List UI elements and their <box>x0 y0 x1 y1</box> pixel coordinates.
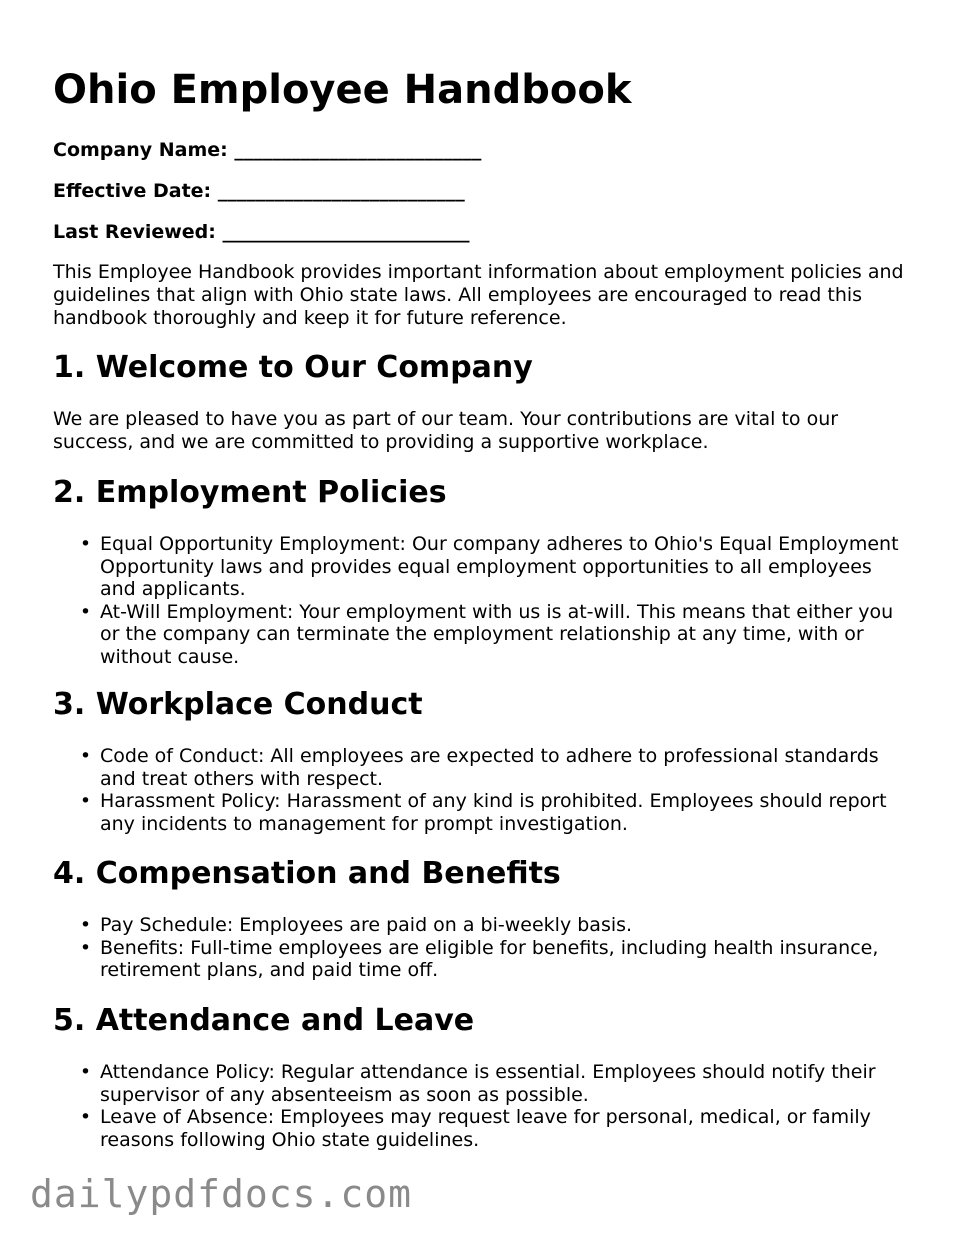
employment-policies-list <box>53 533 913 668</box>
list-item <box>79 790 913 835</box>
section-heading-attendance-leave: 5. Attendance and Leave <box>53 1003 475 1038</box>
list-item-text: Benefits: Full-time employees are eligible for benefits, including health insurance, retirement plans, and paid time off. <box>100 936 879 981</box>
list-item-text: Leave of Absence: Employees may request leave for personal, medical, or family reasons following Ohio state guidelines. <box>100 1106 871 1151</box>
list-item <box>79 1061 913 1106</box>
section-heading-compensation-benefits: 4. Compensation and Benefits <box>53 856 561 891</box>
list-item <box>79 533 913 601</box>
bullet-icon: • <box>79 745 92 767</box>
bullet-icon: • <box>79 1106 92 1128</box>
list-item-text: Equal Opportunity Employment: Our company adheres to Ohio's Equal Employment Opportunity laws and provides equal employment opportunities to all employees and applicants. <box>100 533 899 600</box>
list-item-text: Attendance Policy: Regular attendance is essential. Employees should notify their supervisor of any absenteeism as soon as possible. <box>100 1061 876 1106</box>
bullet-icon: • <box>79 790 92 812</box>
list-item <box>79 936 913 982</box>
watermark: dailypdfdocs.com <box>30 1172 413 1216</box>
list-item <box>79 1106 913 1151</box>
bullet-icon: • <box>79 914 92 936</box>
page-title: Ohio Employee Handbook <box>53 67 632 113</box>
bullet-icon: • <box>79 1061 92 1083</box>
welcome-paragraph: We are pleased to have you as part of our team. Your contributions are vital to our success, and we are committed to providing a supportive workplace. <box>53 408 839 453</box>
last-reviewed-field: Last Reviewed: __________________________ <box>53 221 470 243</box>
workplace-conduct-list <box>53 745 913 835</box>
company-name-field: Company Name: __________________________ <box>53 139 482 161</box>
list-item <box>79 745 913 790</box>
list-item-text: Code of Conduct: All employees are expected to adhere to professional standards and treat others with respect. <box>100 745 879 790</box>
intro-paragraph: This Employee Handbook provides important information about employment policies and guidelines that align with Ohio state laws. All employees are encouraged to read this handbook thoroughly and keep it for future reference. <box>53 261 904 329</box>
list-item-text: Harassment Policy: Harassment of any kind is prohibited. Employees should report any incidents to management for prompt investigation. <box>100 790 887 835</box>
section-heading-welcome: 1. Welcome to Our Company <box>53 350 533 385</box>
bullet-icon: • <box>79 533 92 555</box>
section-heading-workplace-conduct: 3. Workplace Conduct <box>53 687 423 722</box>
compensation-benefits-list <box>53 914 913 982</box>
list-item <box>79 600 913 669</box>
bullet-icon: • <box>79 600 92 623</box>
list-item-text: At-Will Employment: Your employment with us is at-will. This means that either you or the company can terminate the employment relationship at any time, with or without cause. <box>100 600 894 668</box>
section-heading-employment-policies: 2. Employment Policies <box>53 475 447 510</box>
list-item-text: Pay Schedule: Employees are paid on a bi-weekly basis. <box>100 914 633 936</box>
list-item <box>79 914 913 937</box>
attendance-leave-list <box>53 1061 913 1151</box>
bullet-icon: • <box>79 936 92 959</box>
effective-date-field: Effective Date: __________________________ <box>53 180 465 202</box>
